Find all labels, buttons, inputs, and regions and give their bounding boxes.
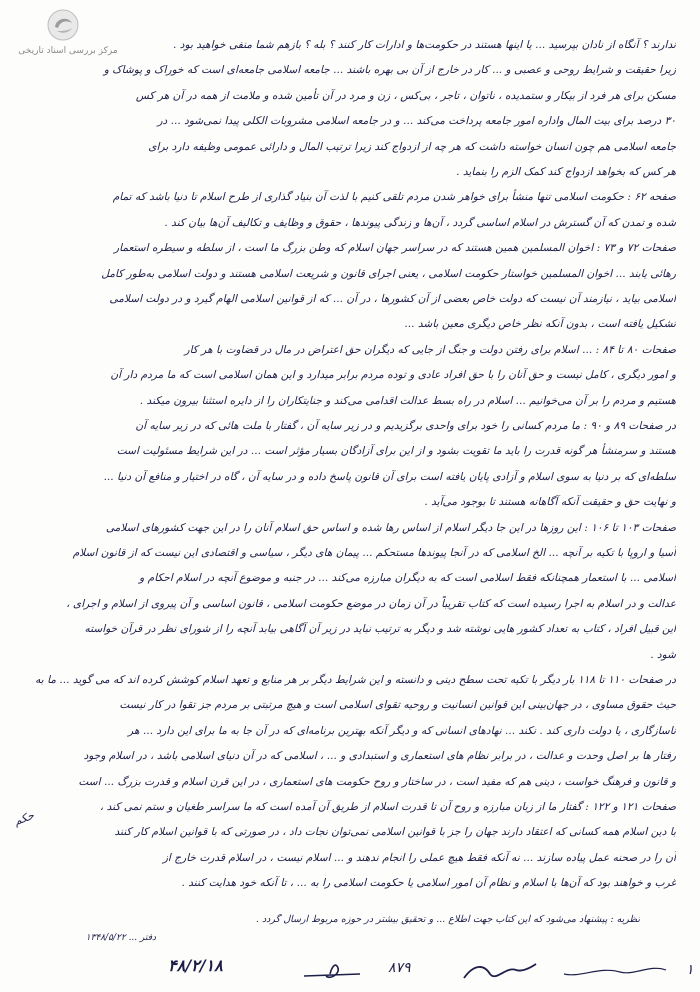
- handwritten-line: آسیا و اروپا با تکیه بر آنچه ... الخ اسلامی که در آنجا پیوندها مستحکم ... پیمان های دیگر ، سیاسی و اقتصادی این نیست که از قانون اسلام: [72, 547, 676, 559]
- handwritten-line: و امور دیگری ، کامل نیست و حق آنان را با حق افراد عادی و توده مردم برابر میدارد و این همان اسلامی است که ما مردم دار آن: [110, 369, 676, 382]
- handwritten-line: صفحات ۱۲۱ و ۱۲۲ : گفتار ما از زبان مبارزه و روح آن تا قدرت اسلام از طریق آن آمده است که ما سراسر طغیان و ستم نمی کند ،: [99, 801, 676, 813]
- date-mark: ۴۸/۲/۱۸: [168, 956, 223, 975]
- handwritten-line: هر کس که بخواهد ازدواج کند کمک الزم را بنماید .: [456, 166, 676, 178]
- handwritten-line: حیث حقوق مساوی ، در جهان‌بینی این قوانین انسانیت و روحیه تقوای اسلامی است و هیچ مرتبتی بر مردم جز تقوا در کار نیست: [119, 699, 676, 712]
- reference-number: ۸۷۹: [388, 960, 411, 976]
- handwritten-line: شده و تمدن که آن گسترش در اسلام اساسی گردد ، آن‌ها و زندگی پیوندها ، حقوق و وظایف و تکالیف آن‌ها بیان کند .: [164, 216, 676, 229]
- handwritten-line: و قانون و فرهنگ خواست ، دینی هم که مفید است ، در ساختار و روح حکومت های استعماری ، در این قرن اسلام و قدرت بزرگ ... است: [78, 775, 676, 788]
- signature-mark-2: [460, 956, 540, 986]
- margin-side-mark: حکم: [12, 808, 36, 829]
- logo-caption: مرکز بررسی اسناد تاریخی: [18, 46, 118, 56]
- page-number: ۱: [686, 962, 694, 978]
- handwritten-line: و نهایت حق و حقیقت آنکه آگاهانه هستند تا بوجود می‌آید .: [424, 496, 676, 509]
- handwritten-line: صفحه ۶۲ : حکومت اسلامی تنها منشأ برای خواهر شدن مردم تلقی کنیم با لذت آن بنیاد گذاری از طرح اسلام تا دنیا باشد که تمام: [112, 191, 676, 204]
- handwritten-line: اسلامی بیاید ، نیازمند آن نیست که دولت خاص بعضی از آن کشورها ، در آن ... که از قوانین اسلامی الهام گیرد و در دولت اسلامی: [109, 293, 676, 305]
- handwritten-line: مسکن برای هر فرد از بیکار و ستمدیده ، ناتوان ، تاجر ، بی‌کس ، زن و مرد در آن تأمین شده و ملامت از همه در آن هر کس: [135, 89, 676, 102]
- handwritten-line: غرب و خواهند بود که آن‌ها با اسلام و نظام آن امور اسلامی یا حکومت اسلامی را به ... ، تا آنکه خود هدایت کنند .: [181, 877, 676, 890]
- handwritten-line: شود .: [650, 648, 676, 661]
- handwritten-line: صفحات ۸۰ تا ۸۴ : ... اسلام برای رفتن دولت و جنگ از جایی که دیگران حق اعتراض در مال در قضاوت با هر کار: [184, 343, 676, 356]
- handwritten-line: اسلامی ... با استعمار همچنانکه فقط اسلامی است که به دیگران مبارزه می‌کند ... در جنبه و موضوع آنچه در اسلام احکام و: [139, 572, 676, 585]
- handwritten-line: سلطه‌ای که بر دنیا به سوی اسلام و آزادی پایان یافته است برای آن قانون پاسخ داده و در سایه آن ، گاه در اختیار و منافع آن دنیا ...: [103, 470, 676, 483]
- signature-mark-3: [560, 956, 670, 986]
- handwritten-line: صفحات ۷۲ و ۷۳ : اخوان المسلمین همین هستند که در سراسر جهان اسلام که وطن بزرگ ما است ، از سلطه و سیطره استعمار: [113, 242, 676, 255]
- handwritten-line: عدالت و در اسلام به اجرا رسیده است که کتاب تقریباً در آن زمان در موضع حکومت اسلامی ، قانون اساسی و آن پیروی از اسلام و اجرای ،: [66, 597, 676, 610]
- handwritten-line: ۳۰ درصد برای بیت المال واداره امور جامعه پرداخت می‌کند ... و در جامعه اسلامی مشروبات الکلی پیدا نمی‌شود ... در: [157, 115, 676, 128]
- handwritten-line: ندارند ؟ آنگاه از نادان بپرسید ... یا اینها هستند در حکومت‌ها و ادارات کار کنند ؟ بله ؟ بازهم شما منفی خواهید بود .: [173, 39, 676, 51]
- corner-stamp-text: دفتر ... ۱۳۴۸/۵/۲۲: [85, 933, 156, 943]
- handwritten-line: ناسازگاری ، یا دولت داری کند . نکند ... نهادهای انسانی که و دیگر آنکه بهترین برنامه‌ای که در آن جا به ما برای این دارد ... هر: [128, 724, 676, 737]
- handwritten-line: این قبیل افراد ، کتاب به تعداد کشور هایی نوشته شد و دیگر به ترتیب نباید در زیر آن آگاهی بیابد آنچه را از شورای نظر در قرآن خواسته: [84, 623, 676, 636]
- handwritten-line: تشکیل یافته است ، بدون آنکه نظر خاص دیگری معین باشد ...: [404, 318, 676, 331]
- handwritten-line: با دین اسلام همه کسانی که اعتقاد دارند جهان را جز با قوانین اسلامی نمی‌توان نجات داد ، در صورتی که با قوانین اسلام کار کنند: [114, 826, 676, 839]
- handwritten-line: در صفحات ۱۱۰ تا ۱۱۸ بار دیگر با تکیه تحت سطح دینی و دانسته و این شرایط دیگر بر هر منابع و تعهد اسلام کوشش کرده اند که می گوید ... ما به: [35, 674, 676, 686]
- handwritten-line: زیرا حقیقت و شرایط روحی و عصبی و ... کار در خارج از آن بی بهره باشند ... جامعه اسلامی جامعه‌ای است که خوراک و پوشاک و: [103, 64, 676, 77]
- handwritten-line: صفحات ۱۰۳ تا ۱۰۶ : این روزها در این جا دیگر اسلام از اساس رها شده و اساس حق اسلام آنان را در این جهت کشورهای اسلامی: [105, 521, 676, 534]
- handwritten-line: در صفحات ۸۹ و ۹۰ : ما مردم کسانی را خود برای واحدی برگزیدیم و در زیر سایه آن ، گفتار با ملت هائی که در زیر سایه آن: [135, 420, 676, 432]
- handwritten-line: هستند و سرمنشأ هر گونه قدرت را باید ما تقویت بشود و از این برای آزادگان بسیار مؤثر است ... در این شرایط مسئولیت است: [116, 445, 676, 458]
- handwritten-line: هستیم و مردم را بر آن می‌خوانیم ... اسلام در راه بسط عدالت اقدامی می‌کند و جنایتکاران را از دایره استثنا بیرون میکند .: [139, 394, 676, 407]
- handwritten-line: آن را در صحنه عمل پیاده سازند ... نه آنکه فقط هیچ عملی را انجام ندهند و ... اسلام نیست ، در اسلام قدرت خارج از: [162, 851, 676, 864]
- footer-note: نظریه : پیشنهاد می‌شود که این کتاب جهت اطلاع ... و تحقیق بیشتر در حوزه مربوط ارسال گردد .: [255, 914, 640, 925]
- handwritten-line: جامعه اسلامی هم چون انسان خواسته داشت که هر چه از ازدواج کند زیرا ترتیب المال و دارائی عمومی وظیفه دارد برای: [148, 140, 676, 153]
- handwritten-line: رهائی یابند ... اخوان المسلمین خواستار حکومت اسلامی ، یعنی اجرای قانون و شریعت اسلامی هستند و دولت اسلامی به‌طور کامل: [101, 267, 676, 280]
- handwritten-body: [22, 28, 676, 928]
- handwritten-line: رفتار ها بر اصل وحدت و عدالت ، در برابر نظام های استعماری و استبدادی و ... ، اسلامی که در آن دنیای اسلامی باشد ، در اسلام وجود: [83, 750, 676, 763]
- signature-mark-1: [300, 956, 380, 986]
